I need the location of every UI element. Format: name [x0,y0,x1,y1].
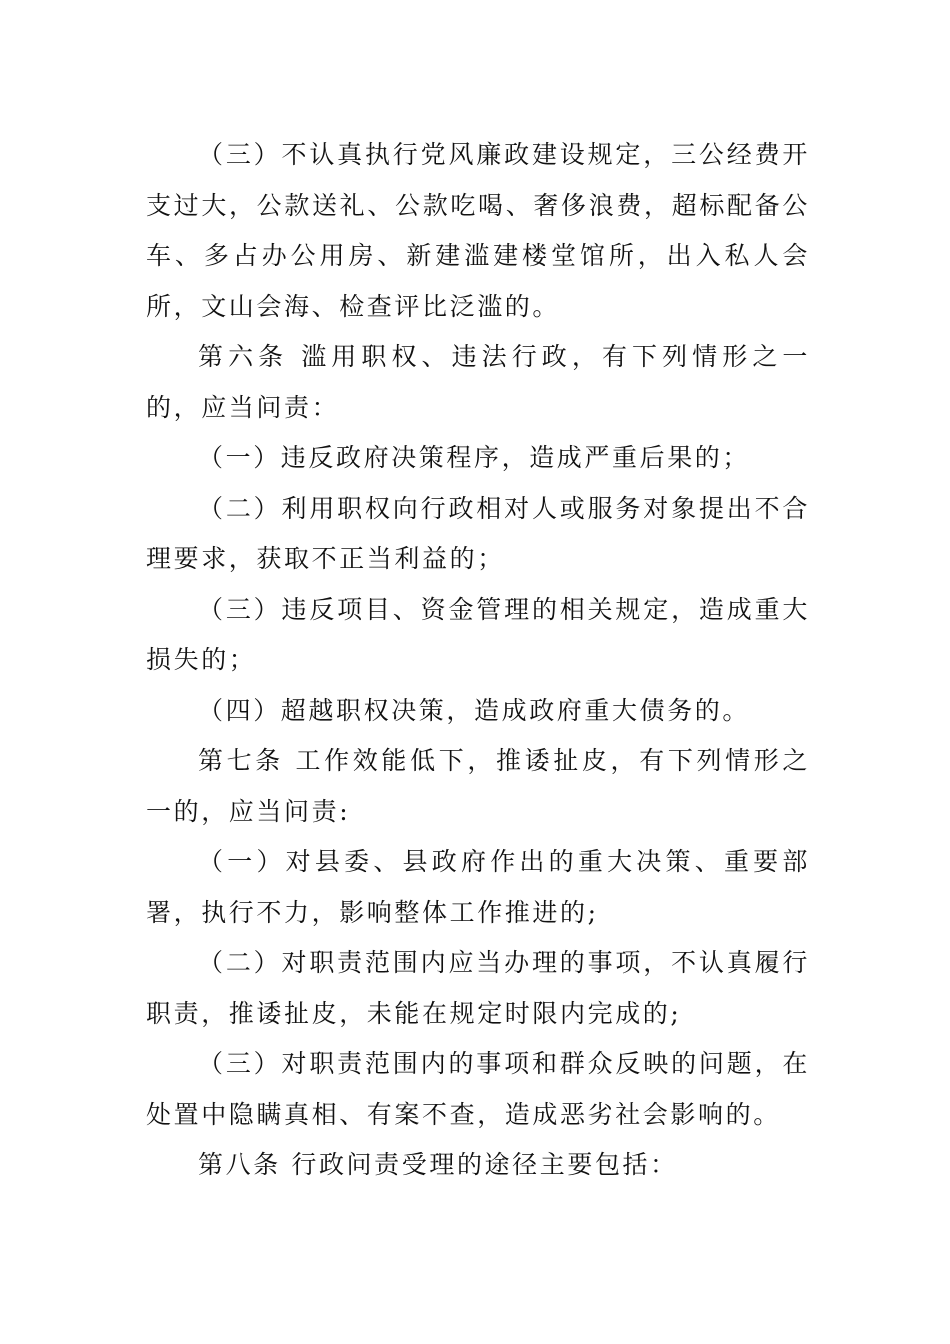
article-7-heading: 第七条 工作效能低下，推诿扯皮，有下列情形之一的，应当问责: [146,746,810,826]
article-6-item-1: （一）违反政府决策程序，造成严重后果的； [198,443,751,472]
article-7-item-1: （一）对县委、县政府作出的重大决策、重要部署，执行不力，影响整体工作推进的; [146,847,810,927]
article-6-item-3: （三）违反项目、资金管理的相关规定，造成重大损失的； [146,594,810,674]
article-6-heading: 第六条 滥用职权、违法行政，有下列情形之一的，应当问责： [146,342,810,422]
document-body [146,130,810,1191]
paragraph-item-3-continued: （三）不认真执行党风廉政建设规定，三公经费开支过大，公款送礼、公款吃喝、奢侈浪费，超标配备公车、多占办公用房、新建滥建楼堂馆所，出入私人会所，文山会海、检查评比泛滥的。 [146,140,810,321]
article-7-item-3: （三）对职责范围内的事项和群众反映的问题，在处置中隐瞒真相、有案不查，造成恶劣社会影响的。 [146,1049,810,1129]
article-7-item-2: （二）对职责范围内应当办理的事项，不认真履行职责，推诿扯皮，未能在规定时限内完成的; [146,948,810,1028]
article-6-item-2: （二）利用职权向行政相对人或服务对象提出不合理要求，获取不正当利益的； [146,493,810,573]
article-6-item-4: （四）超越职权决策，造成政府重大债务的。 [198,695,751,725]
article-8-heading: 第八条 行政问责受理的途径主要包括： [198,1150,678,1179]
